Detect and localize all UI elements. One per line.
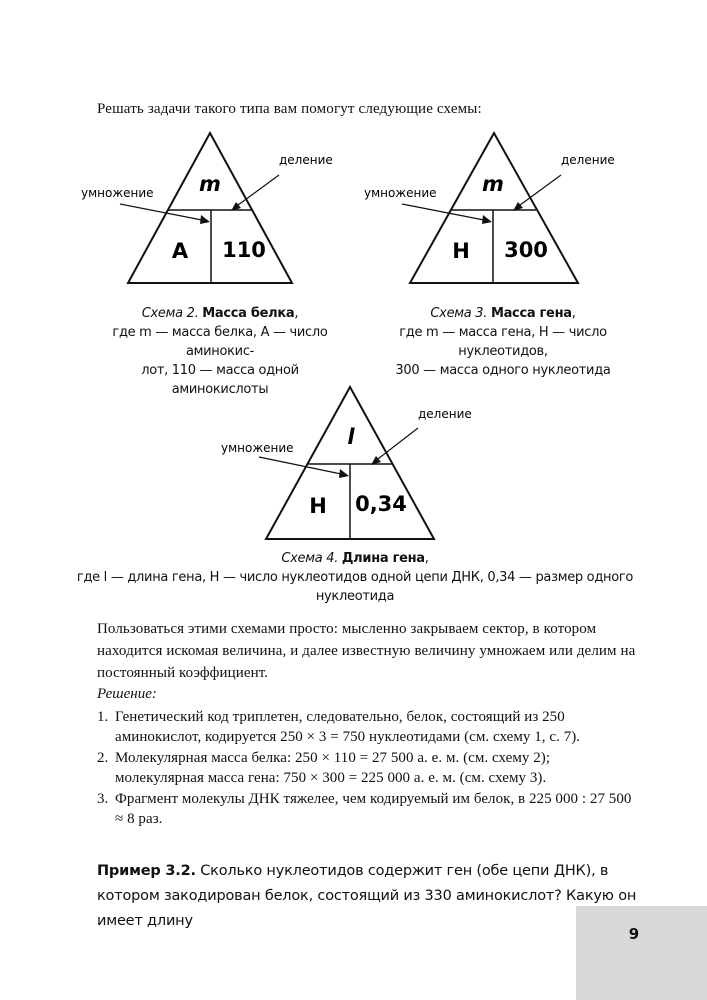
mult-arrow-head — [339, 469, 349, 478]
example-text: Сколько нуклеотидов содержит ген (обе цепи ДНК), в котором закодирован белок, состоящий из 330 аминокислот? Какую он имеет длину — [97, 863, 637, 929]
example-3-2 — [97, 859, 642, 934]
example-label: Пример 3.2. — [97, 863, 196, 879]
scheme-2-mult-label: умножение — [81, 186, 154, 200]
page-number: 9 — [628, 925, 640, 943]
usage-paragraph: Пользоваться этими схемами просто: мысленно закрываем сектор, в котором находится искомая величина, и далее известную величину умножаем или делим на постоянный коэффициент. — [97, 621, 636, 681]
scheme-4-top: l — [347, 425, 355, 449]
scheme-3-caption-line1: Схема 3. Масса гена, — [430, 306, 576, 321]
scheme-4-caption-line2: где l — длина гена, Н — число нуклеотидов одной цепи ДНК, 0,34 — размер одного нуклеотида — [76, 570, 634, 604]
scheme-3-left: Н — [452, 239, 470, 263]
page-number-tab — [576, 906, 707, 1000]
scheme-2-caption-line2: где m — масса белка, А — число аминокис- — [112, 325, 328, 359]
intro-text: Решать задачи такого типа вам помогут следующие схемы: — [97, 101, 482, 117]
scheme-3-caption-line2: где m — масса гена, Н — число нуклеотидов, — [399, 325, 607, 359]
scheme-2-top: m — [199, 172, 221, 196]
scheme-2-right: 110 — [222, 238, 266, 262]
scheme-4-left: Н — [309, 494, 327, 518]
scheme-3-caption-line3: 300 — масса одного нуклеотида — [395, 363, 611, 378]
scheme-4-right: 0,34 — [355, 492, 407, 516]
scheme-2-div-label: деление — [279, 153, 333, 167]
list-item: 3. Фрагмент молекулы ДНК тяжелее, чем кодируемый им белок, в 225 000 : 27 500 ≈ 8 раз. — [97, 791, 632, 827]
scheme-4-div-label: деление — [418, 407, 472, 421]
list-item: 1. Генетический код триплетен, следовательно, белок, состоящий из 250 аминокислот, кодируется 250 × 3 = 750 нуклеотидами (см. схему 1, с. 7). — [97, 709, 581, 745]
scheme-2-left: А — [171, 239, 189, 263]
solution-list — [97, 707, 642, 830]
scheme-4-caption-line1: Схема 4. Длина гена, — [281, 551, 429, 566]
scheme-3-div-label: деление — [561, 153, 615, 167]
scheme-3-right: 300 — [504, 238, 548, 262]
div-arrow-line — [374, 428, 418, 462]
scheme-3-top: m — [482, 172, 504, 196]
scheme-4-caption — [40, 549, 670, 606]
list-item: 2. Молекулярная масса белка: 250 × 110 = 27 500 а. е. м. (см. схему 2); молекулярная масса гена: 750 × 300 = 225 000 а. е. м. (см. схему 3). — [97, 750, 551, 786]
solution-heading: Решение: — [97, 686, 157, 702]
scheme-2-caption-line3: лот, 110 — масса одной аминокислоты — [141, 363, 299, 397]
scheme-4-mult-label: умножение — [221, 441, 294, 455]
scheme-2-caption-line1: Схема 2. Масса белка, — [141, 306, 299, 321]
scheme-3-mult-label: умножение — [364, 186, 437, 200]
